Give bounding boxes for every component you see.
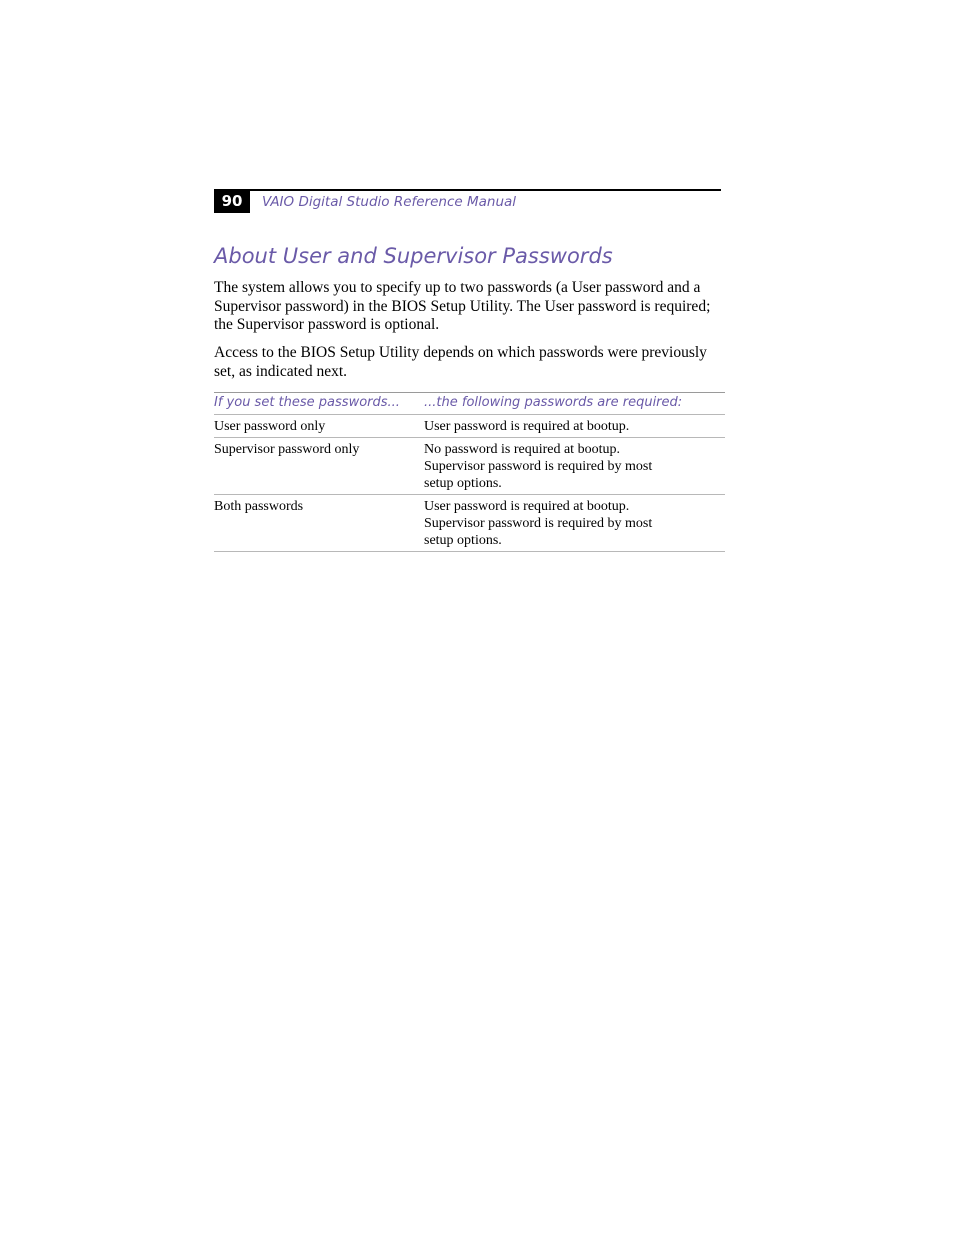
access-paragraph: Access to the BIOS Setup Utility depends on which passwords were previously set, as indicated next.	[214, 344, 707, 380]
table-header-cell: ...the following passwords are required:	[424, 395, 683, 410]
required-line: User password is required at bootup.	[424, 499, 630, 514]
table-cell-required	[424, 415, 725, 437]
table-cell-required	[424, 438, 725, 494]
intro-paragraph: The system allows you to specify up to two passwords (a User password and a Supervisor password) in the BIOS Setup Utility. The User password is required; the Supervisor password is optional.	[214, 279, 711, 333]
running-header-title: VAIO Digital Studio Reference Manual	[262, 194, 517, 210]
table-cell-required	[424, 495, 725, 551]
table-header-cell: If you set these passwords...	[214, 395, 400, 410]
required-line: User password is required at bootup.	[424, 419, 630, 434]
required-line: Supervisor password is required by most	[424, 459, 653, 474]
table-cell-set: User password only	[214, 419, 326, 434]
table-cell-set: Both passwords	[214, 499, 304, 514]
table-cell-set: Supervisor password only	[214, 442, 360, 457]
section-heading: About User and Supervisor Passwords	[214, 244, 613, 268]
table-header-row	[214, 393, 725, 415]
required-line: No password is required at bootup.	[424, 442, 620, 457]
required-line: setup options.	[424, 533, 502, 548]
required-line: Supervisor password is required by most	[424, 516, 653, 531]
required-line: setup options.	[424, 476, 502, 491]
table-row	[214, 495, 725, 552]
table-row	[214, 438, 725, 495]
table-row	[214, 415, 725, 438]
page-number: 90	[214, 189, 250, 213]
header-rule	[214, 189, 721, 191]
password-table	[214, 392, 725, 552]
